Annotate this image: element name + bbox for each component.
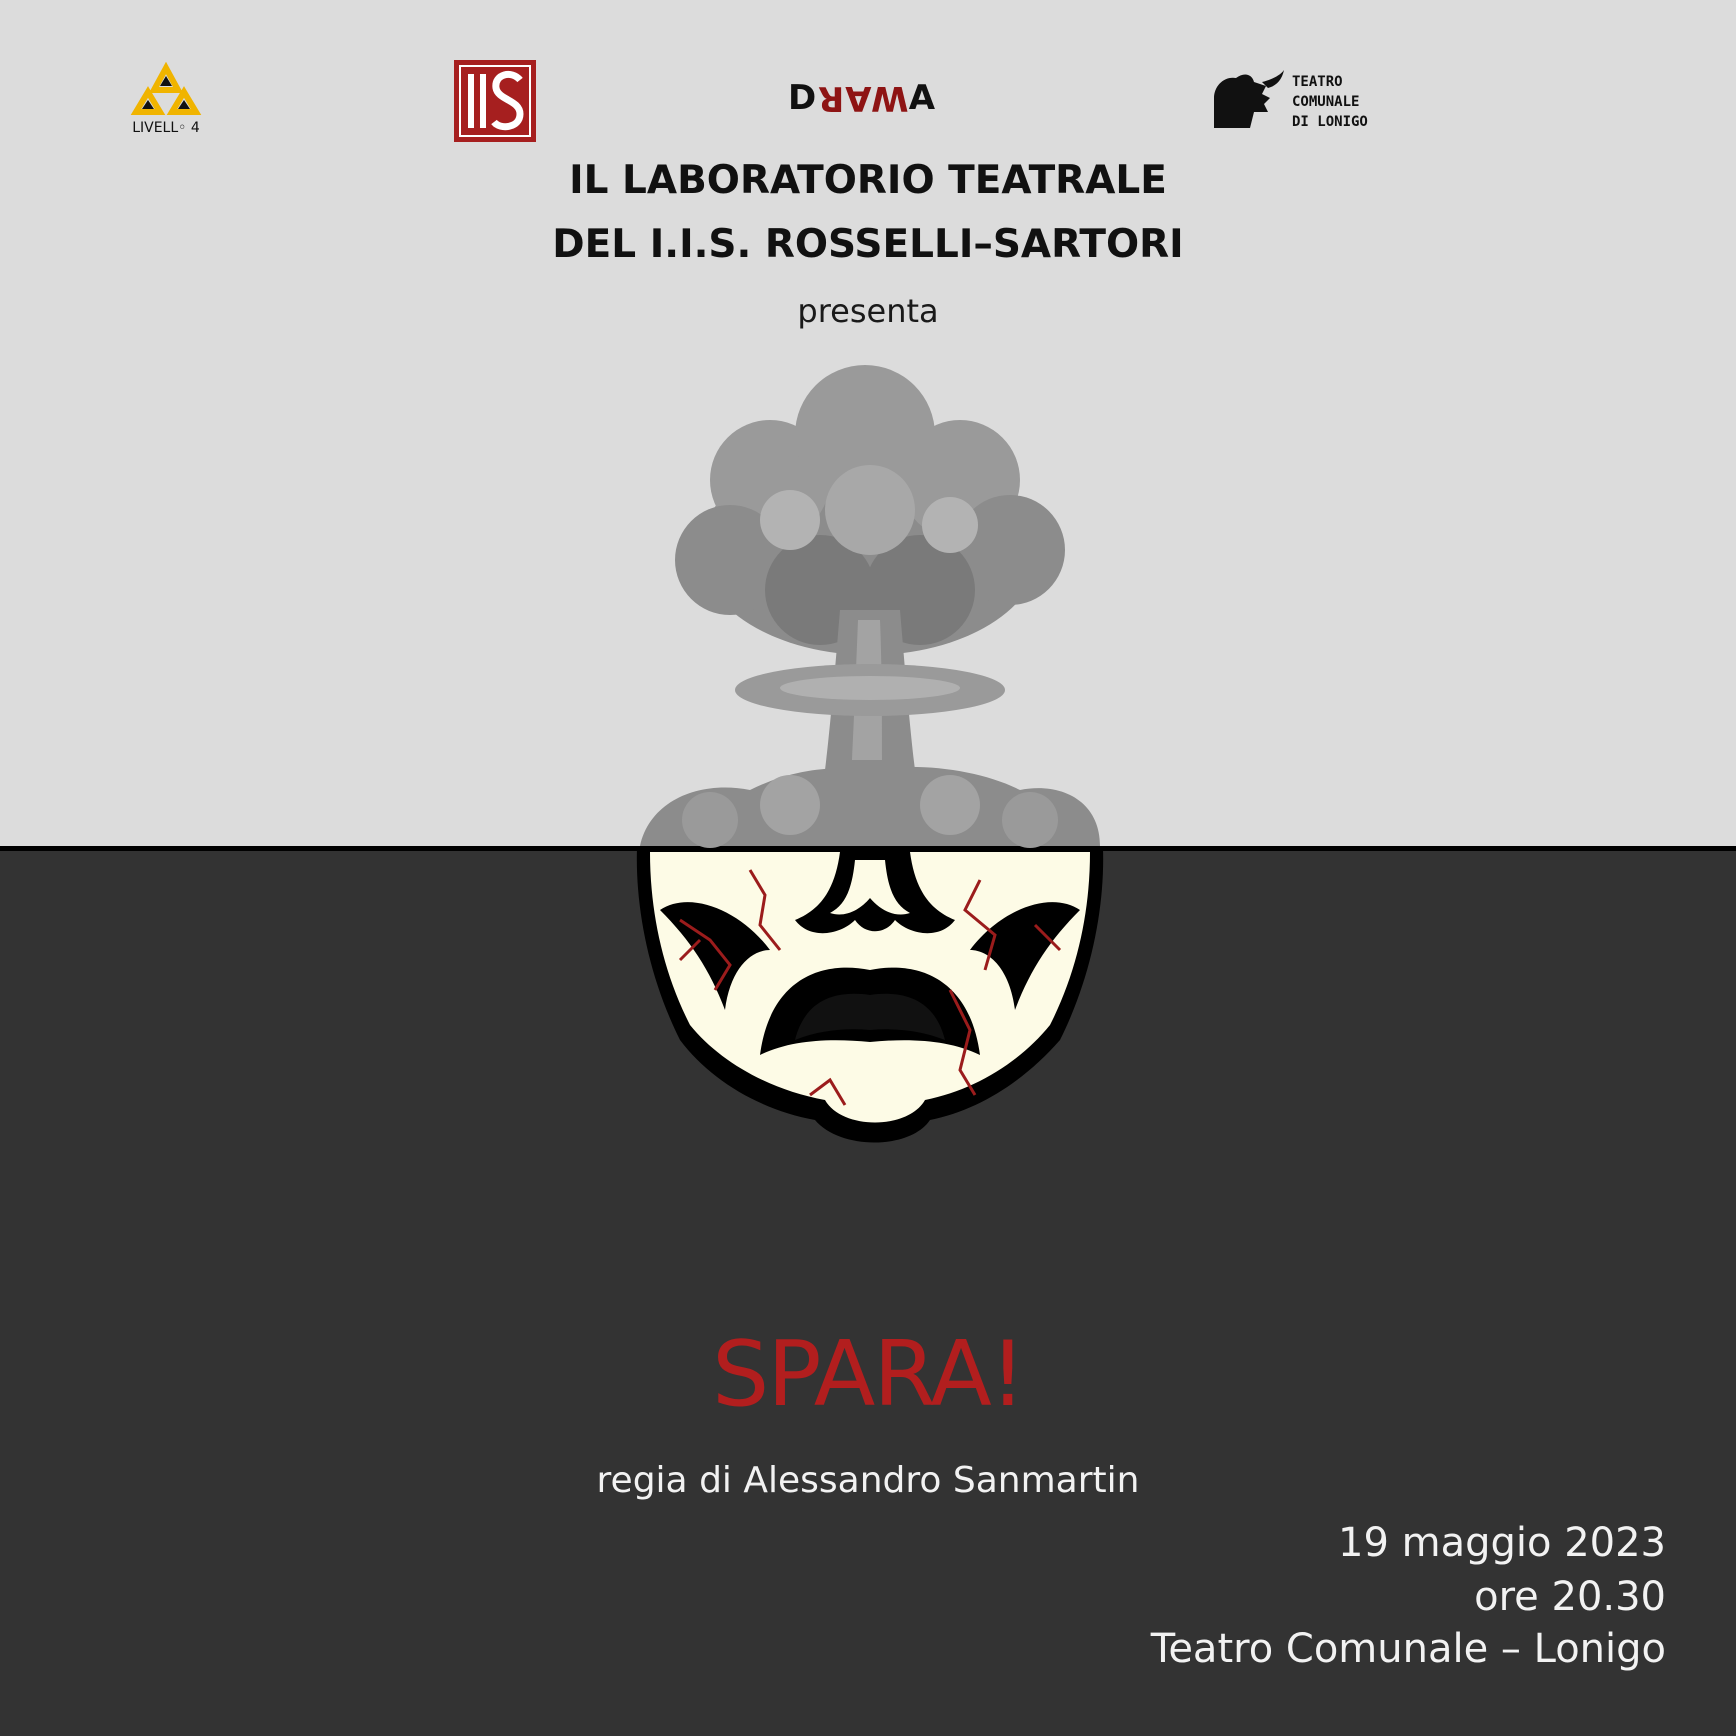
teatro-logo-line: COMUNALE <box>1292 94 1360 110</box>
teatro-logo-line: TEATRO <box>1292 74 1343 90</box>
event-venue: Teatro Comunale – Lonigo <box>1150 1626 1666 1672</box>
drama-war-logo <box>788 78 948 118</box>
event-time: ore 20.30 <box>1474 1574 1666 1620</box>
biohazard-icon <box>128 62 204 120</box>
iis-logo <box>454 60 536 142</box>
teatro-comunale-logo <box>1210 68 1390 134</box>
mushroom-cloud <box>640 365 1100 848</box>
presenta-text: presenta <box>797 292 939 330</box>
show-title: SPARA! <box>712 1322 1024 1427</box>
mushroom-cloud-mask-illustration <box>620 350 1120 1200</box>
heading-line-2: DEL I.I.S. ROSSELLI–SARTORI <box>552 222 1184 267</box>
livello-logo-label: LIVELL◦ 4 <box>132 120 200 136</box>
livello-4-logo <box>128 62 204 142</box>
drama-logo-war: WAR <box>817 78 909 118</box>
heading-line-1: IL LABORATORIO TEATRALE <box>569 158 1167 203</box>
drama-logo-right: A <box>908 78 937 118</box>
director-credit: regia di Alessandro Sanmartin <box>596 1460 1140 1501</box>
event-date: 19 maggio 2023 <box>1338 1520 1666 1566</box>
drama-logo-left: D <box>788 78 818 118</box>
lion-icon <box>1210 68 1288 132</box>
teatro-logo-text <box>1292 72 1368 132</box>
tragedy-mask <box>637 848 1103 1143</box>
teatro-logo-line: DI LONIGO <box>1292 114 1368 130</box>
